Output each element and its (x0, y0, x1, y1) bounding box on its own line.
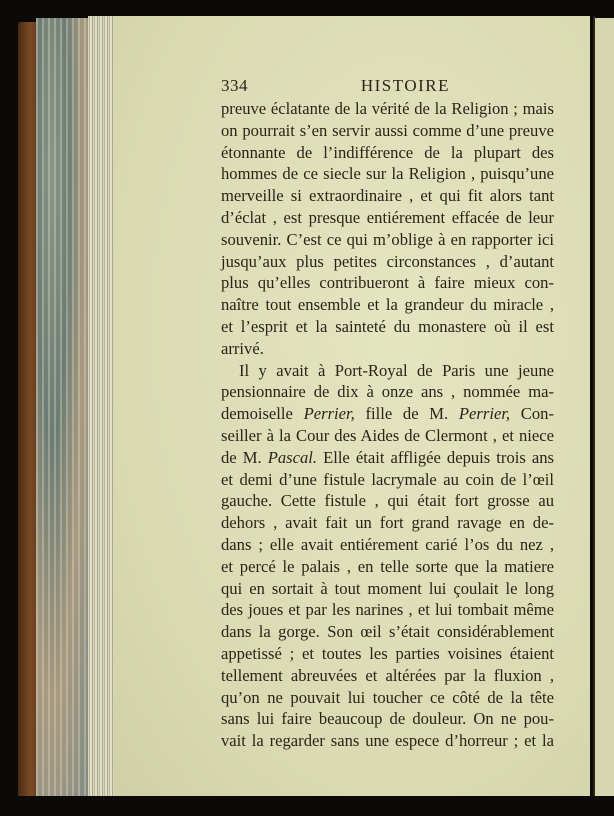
italic-name: Pascal. (267, 447, 318, 467)
text-line: plus qu’elles contribueront à faire mieux con- (221, 273, 554, 293)
text-line: merveille si extraordinaire , et qui fit alors tant (221, 186, 554, 206)
text-line: sans lui faire beaucoup de douleur. On ne pou- (221, 709, 554, 729)
paragraph-start-line: Il y avait à Port-Royal de Paris une jeune (239, 360, 554, 380)
text-line: qui en sortait à tout moment lui çoulait le long (221, 578, 554, 598)
page-stack-edges (88, 16, 116, 798)
page-text (221, 75, 554, 752)
text-line: naître tout ensemble et la grandeur du miracle , (221, 295, 554, 315)
text-line: dehors , avait fait un fort grand ravage en de- (221, 513, 554, 533)
text-line: vait la regarder sans une espece d’horreur ; et la (221, 731, 554, 751)
text-line: souvenir. C’est ce qui m’oblige à en rapporter ici (221, 229, 554, 249)
text-line-with-name (221, 447, 554, 469)
text-line: appetissé ; et toutes les parties voisines étaient (221, 643, 554, 663)
text-line: pensionnaire de dix à onze ans , nommée ma- (221, 382, 554, 402)
text-line: preuve éclatante de la vérité de la Religion ; mais (221, 99, 554, 118)
text-line: et l’esprit et la sainteté du monastere où il est (221, 316, 554, 336)
italic-name: Perrier, (458, 404, 511, 424)
italic-name: Perrier, (303, 404, 355, 424)
text-fragment: fille de M. (354, 404, 459, 424)
text-fragment: Elle était affligée depuis trois ans (317, 447, 554, 467)
running-head-title: HISTOIRE (360, 76, 450, 95)
text-line: gauche. Cette fistule , qui était fort grosse au (221, 491, 554, 511)
text-line: et demi d’une fistule lacrymale au coin de l’œil (221, 469, 554, 489)
text-line: jusqu’aux plus petites circonstances , d’autant (221, 251, 554, 271)
text-line: tellement abreuvées et altérées par la fluxion , (221, 665, 554, 685)
text-fragment: demoiselle (221, 404, 304, 424)
text-line: arrivé. (221, 338, 264, 358)
marbled-page-edges (36, 18, 90, 796)
text-line: et percé le palais , en telle sorte que la matiere (221, 556, 554, 576)
text-line: dans ; elle avait entiérement carié l’os du nez , (221, 534, 554, 554)
text-line: d’éclat , est presque entiérement effacée de leur (221, 207, 554, 227)
text-line: hommes de ce siecle sur la Religion , puisqu’une (221, 164, 554, 184)
text-line: seiller à la Cour des Aides de Clermont , et niece (221, 425, 554, 445)
running-header (221, 75, 554, 98)
text-line: on pourrait s’en servir aussi comme d’une preuve (221, 120, 554, 140)
text-fragment: Con- (510, 404, 554, 424)
background-shadow (18, 796, 614, 816)
text-line-with-names (221, 403, 554, 425)
text-line: dans la gorge. Son œil s’était considérablement (221, 622, 554, 642)
text-line: étonnante de l’indifférence de la plupart des (221, 142, 554, 162)
text-fragment: de M. (221, 447, 268, 467)
text-line: qu’on ne pouvait lui toucher ce côté de la tête (221, 687, 554, 707)
facing-page-edge (595, 18, 614, 796)
text-line: des joues et par les narines , et lui tombait même (221, 600, 554, 620)
page-number: 334 (221, 76, 248, 95)
